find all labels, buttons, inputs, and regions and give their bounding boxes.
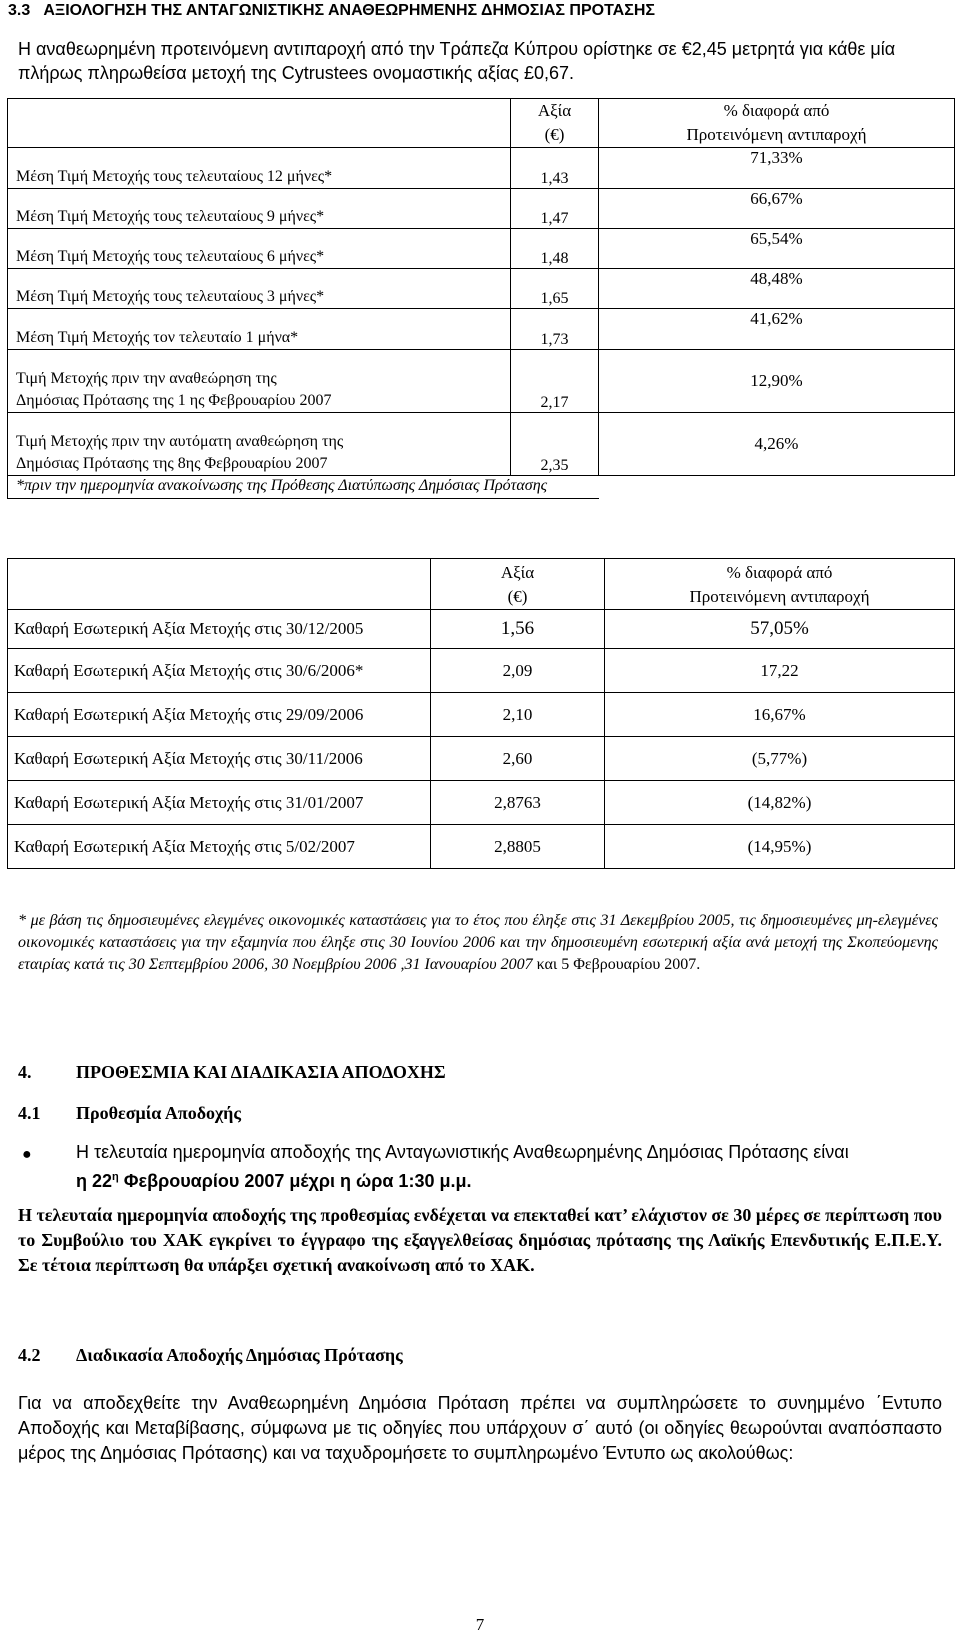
bullet-body bbox=[76, 1140, 938, 1194]
header-value-unit: (€) bbox=[544, 125, 565, 144]
header-value-title: Αξία bbox=[537, 101, 572, 120]
table-row bbox=[8, 350, 955, 413]
table-row bbox=[8, 610, 955, 649]
row-pct: 4,26% bbox=[599, 413, 955, 476]
row-value: 2,35 bbox=[511, 413, 599, 476]
bullet-deadline bbox=[76, 1171, 472, 1191]
table-row bbox=[8, 148, 955, 189]
section-number: 4. bbox=[18, 1062, 32, 1082]
header-label-cell bbox=[8, 99, 511, 148]
section-heading-4-2 bbox=[18, 1345, 403, 1366]
table-row bbox=[8, 189, 955, 229]
table-row bbox=[8, 781, 955, 825]
row-value: 2,8763 bbox=[431, 781, 605, 825]
row-label: Μέση Τιμή Μετοχής τους τελευταίους 9 μήνες* bbox=[8, 189, 511, 229]
header-pct-cell bbox=[605, 559, 955, 610]
row-pct: 41,62% bbox=[599, 309, 955, 350]
row-value: 1,65 bbox=[511, 269, 599, 309]
note-empty-cell bbox=[599, 476, 955, 499]
row-label: Καθαρή Εσωτερική Αξία Μετοχής στις 30/6/2006* bbox=[8, 649, 431, 693]
row-label bbox=[8, 350, 511, 413]
row-pct: (5,77%) bbox=[605, 737, 955, 781]
row-label-line1: Τιμή Μετοχής πριν την αναθεώρηση της bbox=[16, 370, 277, 387]
row-label: Μέση Τιμή Μετοχής τους τελευταίους 3 μήνες* bbox=[8, 269, 511, 309]
row-pct: 17,22 bbox=[605, 649, 955, 693]
row-label: Καθαρή Εσωτερική Αξία Μετοχής στις 29/09/2006 bbox=[8, 693, 431, 737]
bullet-icon: ● bbox=[22, 1146, 32, 1163]
section-number: 3.3 bbox=[8, 2, 31, 19]
deadline-bullet bbox=[18, 1140, 938, 1194]
table-row bbox=[8, 413, 955, 476]
footnote-roman-text: και 5 Φεβρουαρίου 2007. bbox=[532, 956, 701, 973]
row-value: 2,17 bbox=[511, 350, 599, 413]
row-value: 2,8805 bbox=[431, 825, 605, 869]
row-label-line1: Τιμή Μετοχής πριν την αυτόματη αναθεώρηση της bbox=[16, 433, 344, 450]
bullet-text: Η τελευταία ημερομηνία αποδοχής της Ανταγωνιστικής Αναθεωρημένης Δημόσιας Πρότασης είναι bbox=[76, 1142, 849, 1162]
row-label: Καθαρή Εσωτερική Αξία Μετοχής στις 31/01/2007 bbox=[8, 781, 431, 825]
row-value: 2,60 bbox=[431, 737, 605, 781]
section-heading-3-3 bbox=[8, 2, 655, 20]
table-row bbox=[8, 825, 955, 869]
row-value: 2,10 bbox=[431, 693, 605, 737]
row-pct: 48,48% bbox=[599, 269, 955, 309]
table-row bbox=[8, 229, 955, 269]
row-label bbox=[8, 413, 511, 476]
row-pct: 66,67% bbox=[599, 189, 955, 229]
acceptance-procedure-paragraph: Για να αποδεχθείτε την Αναθεωρημένη Δημόσια Πρόταση πρέπει να συμπληρώσετε το συνημμένο ΄Εντυπο Αποδοχής και Μεταβίβασης, σύμφωνα με τις οδηγίες που υπάρχουν σ΄ αυτό (οι οδηγίες θεωρούνται αναπόσπαστο μέρος της Δημόσιας Πρότασης) και να ταχυδρομήσετε το συμπληρωμένο Έντυπο ως ακολούθως: bbox=[18, 1393, 942, 1463]
row-pct: (14,82%) bbox=[605, 781, 955, 825]
table-row bbox=[8, 693, 955, 737]
header-value-cell bbox=[511, 99, 599, 148]
deadline-day: η 22 bbox=[76, 1171, 113, 1191]
intro-paragraph: Η αναθεωρημένη προτεινόμενη αντιπαροχή από την Τράπεζα Κύπρου ορίστηκε σε €2,45 μετρητά για κάθε μία πλήρως πληρωθείσα μετοχή της Cytrustees ονομαστικής αξίας £0,67. bbox=[18, 39, 896, 83]
header-pct-subtitle: Προτεινόμενη αντιπαροχή bbox=[689, 587, 870, 606]
row-value: 1,48 bbox=[511, 229, 599, 269]
row-label: Καθαρή Εσωτερική Αξία Μετοχής στις 30/12/2005 bbox=[8, 610, 431, 649]
row-pct: 65,54% bbox=[599, 229, 955, 269]
header-value-cell bbox=[431, 559, 605, 610]
section-heading-4 bbox=[18, 1062, 446, 1083]
row-label: Μέση Τιμή Μετοχής τους τελευταίους 6 μήνες* bbox=[8, 229, 511, 269]
row-label: Καθαρή Εσωτερική Αξία Μετοχής στις 30/11/2006 bbox=[8, 737, 431, 781]
row-value: 2,09 bbox=[431, 649, 605, 693]
header-pct-cell bbox=[599, 99, 955, 148]
header-value-title: Αξία bbox=[500, 563, 535, 582]
table-header-row bbox=[8, 99, 955, 148]
table-row bbox=[8, 737, 955, 781]
row-value: 1,73 bbox=[511, 309, 599, 350]
section-heading-4-1 bbox=[18, 1103, 241, 1124]
row-label-line2: Δημόσιας Πρότασης της 8ης Φεβρουαρίου 2007 bbox=[16, 455, 328, 472]
table-note-row bbox=[8, 476, 955, 499]
header-value-unit: (€) bbox=[507, 587, 528, 606]
table-note: *πριν την ημερομηνία ανακοίνωσης της Πρόθεσης Διατύπωσης Δημόσιας Πρότασης bbox=[8, 476, 599, 499]
table-row bbox=[8, 269, 955, 309]
deadline-rest: Φεβρουαρίου 2007 μέχρι η ώρα 1:30 μ.μ. bbox=[118, 1171, 472, 1191]
row-label: Μέση Τιμή Μετοχής τους τελευταίους 12 μήνες* bbox=[8, 148, 511, 189]
row-pct: 57,05% bbox=[605, 610, 955, 649]
table-row bbox=[8, 649, 955, 693]
footnote-italic-text: * με βάση τις δημοσιευμένες ελεγμένες οικονομικές καταστάσεις για το έτος που έληξε στις 31 Δεκεμβρίου 2005, τις δημοσιευμένες μη-ελεγμένες οικονομικές καταστάσεις για την εξαμηνία που έληξε στις 30 Ιουνίου 2006 και την δημοσιευμένη εσωτερική αξία ανά μετοχή της Σκοπεύομενης εταιρίας κατά τις 30 Σεπτεμβρίου 2006, 30 Νοεμβρίου 2006 ,31 Ιανουαρίου 2007 bbox=[18, 912, 938, 973]
section-title: Διαδικασία Αποδοχής Δημόσιας Πρότασης bbox=[76, 1345, 403, 1365]
row-label: Καθαρή Εσωτερική Αξία Μετοχής στις 5/02/2007 bbox=[8, 825, 431, 869]
row-value: 1,47 bbox=[511, 189, 599, 229]
table-footnote bbox=[18, 910, 938, 976]
row-value: 1,43 bbox=[511, 148, 599, 189]
share-price-comparison-table bbox=[7, 98, 955, 499]
extension-paragraph: Η τελευταία ημερομηνία αποδοχής της προθεσμίας ενδέχεται να επεκταθεί κατ’ ελάχιστον σε 30 μέρες σε περίπτωση που το Συμβούλιο του ΧΑΚ εγκρίνει το έγγραφο της εξαγγελθείσας δημόσιας πρότασης της Λαϊκής Επενδυτικής Ε.Π.Ε.Υ. Σε τέτοια περίπτωση θα υπάρξει σχετική ανακοίνωση από το ΧΑΚ. bbox=[18, 1205, 942, 1275]
header-pct-title: % διαφορά από bbox=[723, 101, 830, 120]
row-pct: 16,67% bbox=[605, 693, 955, 737]
header-pct-subtitle: Προτεινόμενη αντιπαροχή bbox=[686, 125, 867, 144]
section-number: 4.2 bbox=[18, 1345, 41, 1365]
section-title: Προθεσμία Αποδοχής bbox=[76, 1103, 241, 1123]
header-pct-title: % διαφορά από bbox=[726, 563, 833, 582]
table-row bbox=[8, 309, 955, 350]
row-value: 1,56 bbox=[431, 610, 605, 649]
row-pct: 71,33% bbox=[599, 148, 955, 189]
deadline-suffix: η bbox=[112, 1171, 119, 1183]
row-label-line2: Δημόσιας Πρότασης της 1 ης Φεβρουαρίου 2007 bbox=[16, 392, 332, 409]
row-pct: 12,90% bbox=[599, 350, 955, 413]
page-number: 7 bbox=[475, 1615, 485, 1634]
header-label-cell bbox=[8, 559, 431, 610]
section-number: 4.1 bbox=[18, 1103, 41, 1123]
section-title: ΑΞΙΟΛΟΓΗΣΗ ΤΗΣ ΑΝΤΑΓΩΝΙΣΤΙΚΗΣ ΑΝΑΘΕΩΡΗΜΕΝΗΣ ΔΗΜΟΣΙΑΣ ΠΡΟΤΑΣΗΣ bbox=[43, 2, 655, 19]
section-title: ΠΡΟΘΕΣΜΙΑ ΚΑΙ ΔΙΑΔΙΚΑΣΙΑ ΑΠΟΔΟΧΗΣ bbox=[76, 1062, 446, 1082]
row-label: Μέση Τιμή Μετοχής τον τελευταίο 1 μήνα* bbox=[8, 309, 511, 350]
row-pct: (14,95%) bbox=[605, 825, 955, 869]
table-header-row bbox=[8, 559, 955, 610]
net-asset-value-table bbox=[7, 558, 955, 869]
